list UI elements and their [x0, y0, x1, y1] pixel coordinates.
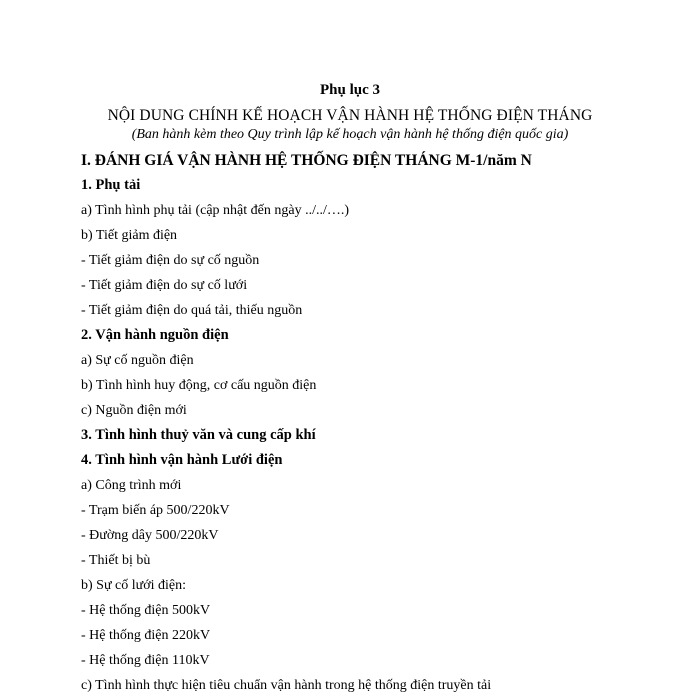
- document-subtitle: (Ban hành kèm theo Quy trình lập kế hoạch vận hành hệ thống điện quốc gia): [131, 127, 569, 142]
- subsection-heading: 4. Tình hình vận hành Lưới điện: [81, 452, 283, 468]
- subsection-heading: 2. Vận hành nguồn điện: [81, 327, 229, 343]
- section-heading: I. ĐÁNH GIÁ VẬN HÀNH HỆ THỐNG ĐIỆN THÁNG M-1/năm N: [81, 152, 532, 169]
- body-text-line: c) Nguồn điện mới: [81, 403, 187, 418]
- body-text-line: - Tiết giảm điện do sự cố nguồn: [81, 253, 260, 268]
- body-text-line: b) Tình hình huy động, cơ cấu nguồn điện: [81, 378, 317, 393]
- document-title: NỘI DUNG CHÍNH KẾ HOẠCH VẬN HÀNH HỆ THỐNG ĐIỆN THÁNG: [107, 107, 593, 124]
- body-text-line: - Hệ thống điện 110kV: [81, 653, 210, 668]
- body-text-line: c) Tình hình thực hiện tiêu chuẩn vận hành trong hệ thống điện truyền tải: [81, 678, 492, 693]
- body-text-line: a) Sự cố nguồn điện: [81, 353, 194, 368]
- body-text-line: - Tiết giảm điện do quá tải, thiếu nguồn: [81, 303, 303, 318]
- subsection-heading: 1. Phụ tải: [81, 177, 141, 193]
- body-text-line: - Đường dây 500/220kV: [81, 528, 219, 543]
- appendix-title: Phụ lục 3: [319, 82, 380, 98]
- subsection-heading: 3. Tình hình thuỷ văn và cung cấp khí: [81, 427, 316, 443]
- body-text-line: - Tiết giảm điện do sự cố lưới: [81, 278, 248, 293]
- body-text-line: b) Sự cố lưới điện:: [81, 578, 187, 593]
- document-body: [81, 175, 491, 700]
- body-text-line: - Thiết bị bù: [81, 553, 151, 568]
- body-text-line: a) Công trình mới: [81, 478, 182, 493]
- body-text-line: - Hệ thống điện 220kV: [81, 628, 211, 643]
- body-text-line: b) Tiết giảm điện: [81, 228, 178, 243]
- body-text-line: - Trạm biến áp 500/220kV: [81, 503, 230, 518]
- body-text-line: a) Tình hình phụ tải (cập nhật đến ngày ../../….): [81, 203, 350, 218]
- body-text-line: - Hệ thống điện 500kV: [81, 603, 211, 618]
